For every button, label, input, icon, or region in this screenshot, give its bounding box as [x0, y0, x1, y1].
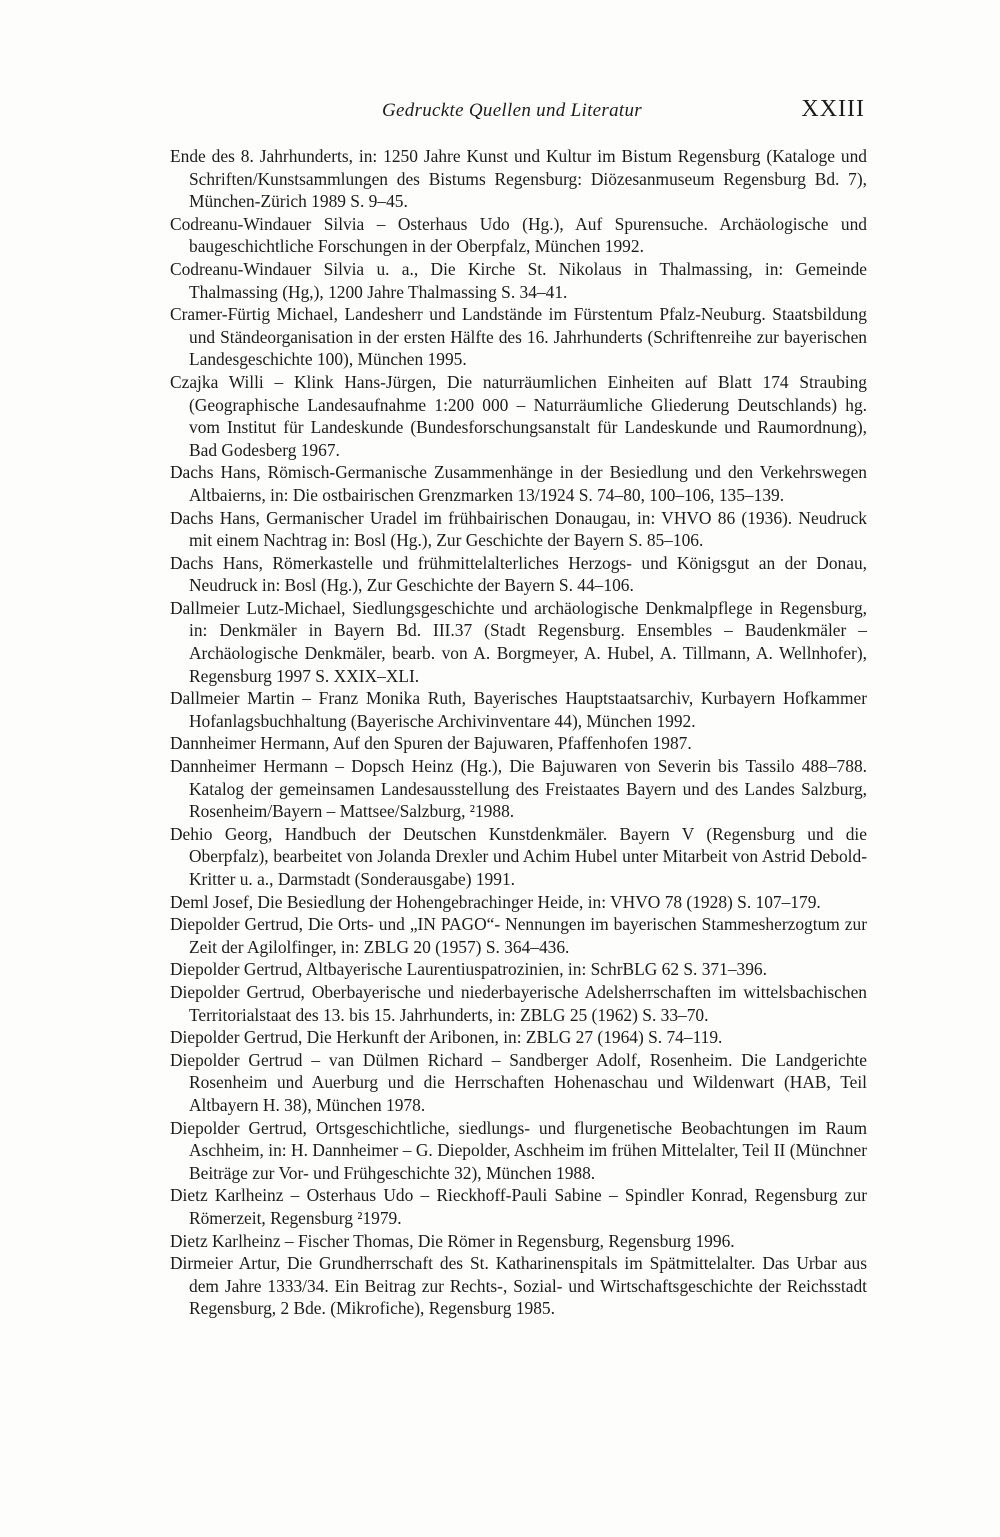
bibliography-entry: Dannheimer Hermann – Dopsch Heinz (Hg.), Die Bajuwaren von Severin bis Tassilo 488–788. Katalog der gemeinsamen Landesausstellung des Freistaates Bayern und des Landes Salzburg, Rosenheim/Bayern – Mattsee/Salzburg, ²1988. — [170, 756, 867, 822]
bibliography-entry: Diepolder Gertrud, Ortsgeschichtliche, siedlungs- und flurgenetische Beobachtungen im Raum Aschheim, in: H. Dannheimer – G. Diepolder, Aschheim im frühen Mittelalter, Teil II (Münchner Beiträge zur Vor- und Frühgeschichte 32), München 1988. — [170, 1117, 867, 1183]
bibliography-entry: Diepolder Gertrud, Altbayerische Laurentiuspatrozinien, in: SchrBLG 62 S. 371–396. — [170, 959, 767, 980]
bibliography-entry: Dannheimer Hermann, Auf den Spuren der Bajuwaren, Pfaffenhofen 1987. — [170, 733, 692, 754]
bibliography-entry: Dachs Hans, Römerkastelle und frühmittelalterliches Herzogs- und Königsgut an der Donau, Neudruck in: Bosl (Hg.), Zur Geschichte der Bayern S. 44–106. — [170, 552, 867, 596]
bibliography-entry: Diepolder Gertrud, Die Orts- und „IN PAGO“- Nennungen im bayerischen Stammesherzogtum zur Zeit der Agilolfinger, in: ZBLG 20 (1957) S. 364–436. — [170, 914, 867, 957]
bibliography-entry: Dachs Hans, Römisch-Germanische Zusammenhänge in der Besiedlung und den Verkehrswegen Altbaierns, in: Die ostbairischen Grenzmarken 13/1924 S. 74–80, 100–106, 135–139. — [170, 462, 867, 505]
bibliography-list — [170, 145, 867, 1320]
bibliography-entry: Diepolder Gertrud, Die Herkunft der Aribonen, in: ZBLG 27 (1964) S. 74–119. — [170, 1027, 723, 1048]
bibliography-entry: Dietz Karlheinz – Fischer Thomas, Die Römer in Regensburg, Regensburg 1996. — [170, 1230, 735, 1251]
bibliography-entry: Dirmeier Artur, Die Grundherrschaft des St. Katharinenspitals im Spätmittelalter. Das Urbar aus dem Jahre 1333/34. Ein Beitrag zur Rechts-, Sozial- und Wirtschaftsgeschichte der Reichsstadt Regensburg, 2 Bde. (Mikrofiche), Regensburg 1985. — [170, 1253, 867, 1319]
bibliography-entry: Diepolder Gertrud, Oberbayerische und niederbayerische Adelsherrschaften im wittelsbachischen Territorialstaat des 13. bis 15. Jahrhunderts, in: ZBLG 25 (1962) S. 33–70. — [170, 981, 867, 1025]
bibliography-entry: Dehio Georg, Handbuch der Deutschen Kunstdenkmäler. Bayern V (Regensburg und die Oberpfalz), bearbeitet von Jolanda Drexler und Achim Hubel unter Mitarbeit von Astrid Debold-Kritter u. a., Darmstadt (Sonderausgabe) 1991. — [170, 823, 867, 889]
bibliography-entry: Cramer-Fürtig Michael, Landesherr und Landstände im Fürstentum Pfalz-Neuburg. Staatsbildung und Ständeorganisation in der ersten Hälfte des 16. Jahrhunderts (Schriftenreihe zur bayerischen Landesgeschichte 100), München 1995. — [170, 304, 867, 370]
running-title: Gedruckte Quellen und Literatur — [382, 100, 642, 121]
bibliography-entry: Codreanu-Windauer Silvia u. a., Die Kirche St. Nikolaus in Thalmassing, in: Gemeinde Thalmassing (Hg,), 1200 Jahre Thalmassing S. 34–41. — [170, 258, 867, 302]
bibliography-entry: Czajka Willi – Klink Hans-Jürgen, Die naturräumlichen Einheiten auf Blatt 174 Straubing (Geographische Landesaufnahme 1:200 000 – Naturräumliche Gliederung Deutschlands) hg. vom Institut für Landeskunde (Bundesforschungsanstalt für Landeskunde und Raumordnung), Bad Godesberg 1967. — [170, 371, 867, 460]
bibliography-entry: Diepolder Gertrud – van Dülmen Richard – Sandberger Adolf, Rosenheim. Die Landgerichte Rosenheim und Auerburg und die Herrschaften Hohenaschau und Wildenwart (HAB, Teil Altbayern H. 38), München 1978. — [170, 1049, 867, 1115]
page-number: XXIII — [801, 96, 865, 122]
bibliography-entry: Codreanu-Windauer Silvia – Osterhaus Udo (Hg.), Auf Spurensuche. Archäologische und baugeschichtliche Forschungen in der Oberpfalz, München 1992. — [170, 213, 867, 257]
bibliography-entry: Dachs Hans, Germanischer Uradel im frühbairischen Donaugau, in: VHVO 86 (1936). Neudruck mit einem Nachtrag in: Bosl (Hg.), Zur Geschichte der Bayern S. 85–106. — [170, 507, 867, 551]
bibliography-entry: Deml Josef, Die Besiedlung der Hohengebrachinger Heide, in: VHVO 78 (1928) S. 107–179. — [170, 891, 821, 912]
bibliography-entry: Dietz Karlheinz – Osterhaus Udo – Rieckhoff-Pauli Sabine – Spindler Konrad, Regensburg zur Römerzeit, Regensburg ²1979. — [170, 1185, 867, 1228]
bibliography-entry-continued: Ende des 8. Jahrhunderts, in: 1250 Jahre Kunst und Kultur im Bistum Regensburg (Kataloge und Schriften/Kunstsammlungen des Bistums Regensburg: Diözesanmuseum Regensburg Bd. 7), München-Zürich 1989 S. 9–45. — [170, 146, 867, 212]
bibliography-entry: Dallmeier Martin – Franz Monika Ruth, Bayerisches Hauptstaatsarchiv, Kurbayern Hofkammer Hofanlagsbuchhaltung (Bayerische Archivinventare 44), München 1992. — [170, 688, 867, 731]
bibliography-entry: Dallmeier Lutz-Michael, Siedlungsgeschichte und archäologische Denkmalpflege in Regensburg, in: Denkmäler in Bayern Bd. III.37 (Stadt Regensburg. Ensembles – Baudenkmäler – Archäologische Denkmäler, bearb. von A. Borgmeyer, A. Hubel, A. Tillmann, A. Wellnhofer), Regensburg 1997 S. XXIX–XLI. — [170, 597, 867, 686]
running-header — [170, 96, 865, 128]
